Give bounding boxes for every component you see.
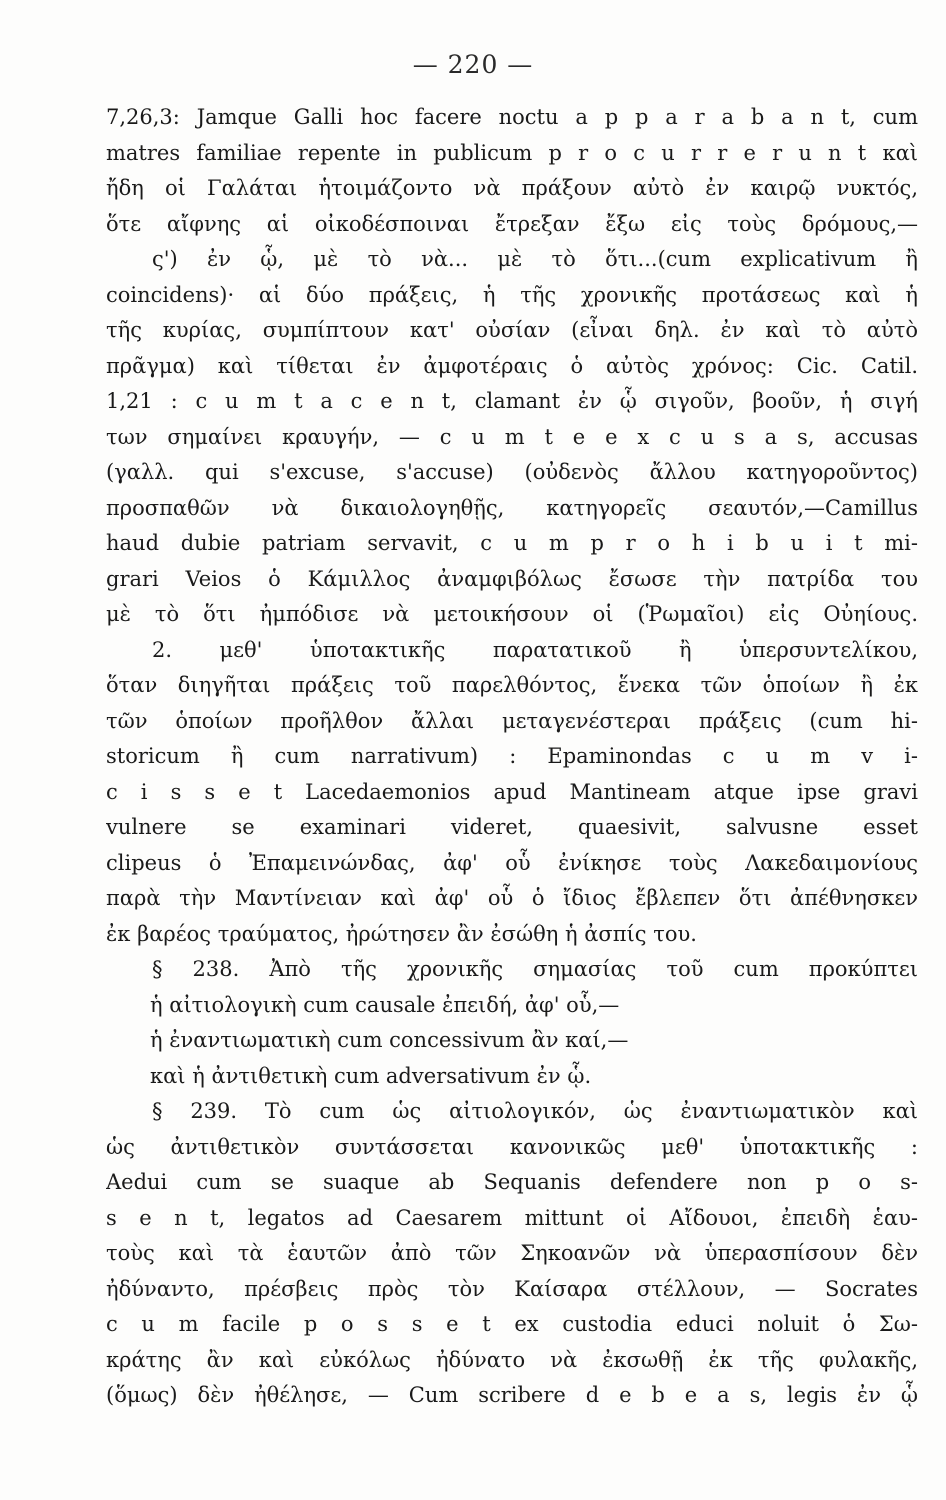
text-line: παρὰ τὴν Μαντίνειαν καὶ ἀφ' οὗ ὁ ἴδιος ἔβλεπεν ὅτι ἀπέθνησκεν — [106, 886, 918, 910]
text-line: ὅτε αἴφνης αἱ οἰκοδέσποιναι ἔτρεξαν ἔξω εἰς τοὺς δρόμους,— — [106, 211, 918, 236]
text-line: τοὺς καὶ τὰ ἑαυτῶν ἀπὸ τῶν Σηκοανῶν νὰ ὑπερασπίσουν δὲν — [106, 1241, 918, 1265]
text-line: coincidens)· αἱ δύο πράξεις, ἡ τῆς χρονικῆς προτάσεως καὶ ἡ — [106, 282, 918, 307]
text-line: ἐκ βαρέος τραύματος, ἠρώτησεν ἂν ἐσώθη ἡ ἀσπίς του. — [106, 921, 697, 946]
text-line: clipeus ὁ Ἐπαμεινώνδας, ἀφ' οὗ ἐνίκησε τοὺς Λακεδαιμονίους — [106, 850, 918, 875]
text-line: matres familiae repente in publicum p r o c u r r e r u n t καὶ — [106, 140, 918, 165]
text-line: ς') ἐν ᾧ, μὲ τὸ νὰ... μὲ τὸ ὅτι...(cum explicativum ἢ — [152, 247, 918, 271]
text-line: 1,21 : c u m t a c e n t, clamant ἐν ᾧ σιγοῦν, βοοῦν, ἡ σιγή — [106, 389, 918, 413]
text-line: c i s s e t Lacedaemonios apud Mantineam atque ipse gravi — [106, 779, 918, 804]
text-line: vulnere se examinari videret, quaesivit, salvusne esset — [106, 815, 918, 839]
text-line: c u m facile p o s s e t ex custodia educi noluit ὁ Σω- — [106, 1312, 918, 1336]
text-line: των σημαίνει κραυγήν, — c u m t e e x c u s a s, accusas — [106, 424, 918, 449]
text-line: 2. μεθ' ὑποτακτικῆς παρατατικοῦ ἢ ὑπερσυντελίκου, — [152, 637, 918, 662]
text-line: grari Veios ὁ Κάμιλλος ἀναμφιβόλως ἔσωσε τὴν πατρίδα του — [106, 566, 918, 591]
text-line: § 238. Ἀπὸ τῆς χρονικῆς σημασίας τοῦ cum προκύπτει — [152, 957, 918, 981]
text-line: τῶν ὁποίων προῆλθον ἄλλαι μεταγενέστεραι πράξεις (cum hi- — [106, 708, 918, 733]
text-line: ἤδη οἱ Γαλάται ἡτοιμάζοντο νὰ πράξουν αὐτὸ ἐν καιρῷ νυκτός, — [106, 176, 918, 200]
text-line: haud dubie patriam servavit, c u m p r o h i b u i t mi- — [106, 531, 918, 555]
text-line: ὅταν διηγῆται πράξεις τοῦ παρελθόντος, ἕνεκα τῶν ὁποίων ἢ ἐκ — [106, 673, 918, 697]
body-text — [106, 100, 918, 1414]
text-line: § 239. Τὸ cum ὡς αἰτιολογικόν, ὡς ἐναντιωματικὸν καὶ — [152, 1099, 918, 1123]
text-line: τῆς κυρίας, συμπίπτουν κατ' οὐσίαν (εἶναι δηλ. ἐν καὶ τὸ αὐτὸ — [106, 318, 918, 342]
text-line: καὶ ἡ ἀντιθετικὴ cum adversativum ἐν ᾧ. — [150, 1063, 592, 1088]
text-line: κράτης ἂν καὶ εὐκόλως ἠδύνατο νὰ ἐκσωθῇ ἐκ τῆς φυλακῆς, — [106, 1347, 918, 1372]
text-line: (ὅμως) δὲν ἠθέλησε, — Cum scribere d e b e a s, legis ἐν ᾧ — [106, 1383, 918, 1407]
text-line: ὡς ἀντιθετικὸν συντάσσεται κανονικῶς μεθ' ὑποτακτικῆς : — [106, 1134, 918, 1159]
text-line: storicum ἢ cum narrativum) : Epaminondas c u m v i- — [106, 744, 918, 768]
text-line: ἡ αἰτιολογικὴ cum causale ἐπειδή, ἀφ' οὗ,— — [150, 992, 620, 1017]
page-number: — 220 — — [412, 50, 534, 79]
text-line: Aedui cum se suaque ab Sequanis defendere non p o s- — [106, 1170, 918, 1194]
text-line: 7,26,3: Jamque Galli hoc facere noctu a p p a r a b a n t, cum — [106, 105, 918, 129]
text-line: s e n t, legatos ad Caesarem mittunt οἱ Αἴδουοι, ἐπειδὴ ἑαυ- — [106, 1205, 918, 1230]
text-line: μὲ τὸ ὅτι ἠμπόδισε νὰ μετοικήσουν οἱ (Ῥωμαῖοι) εἰς Οὐηίους. — [106, 602, 918, 626]
text-line: προσπαθῶν νὰ δικαιολογηθῇς, κατηγορεῖς σεαυτόν,—Camillus — [106, 495, 918, 520]
text-line: πρᾶγμα) καὶ τίθεται ἐν ἀμφοτέραις ὁ αὐτὸς χρόνος: Cic. Catil. — [106, 353, 918, 378]
text-line: (γαλλ. qui s'excuse, s'accuse) (οὐδενὸς ἄλλου κατηγοροῦντος) — [106, 460, 918, 484]
text-line: ἠδύναντο, πρέσβεις πρὸς τὸν Καίσαρα στέλλουν, — Socrates — [106, 1276, 918, 1301]
text-line: ἡ ἐναντιωματικὴ cum concessivum ἂν καί,— — [150, 1028, 629, 1052]
